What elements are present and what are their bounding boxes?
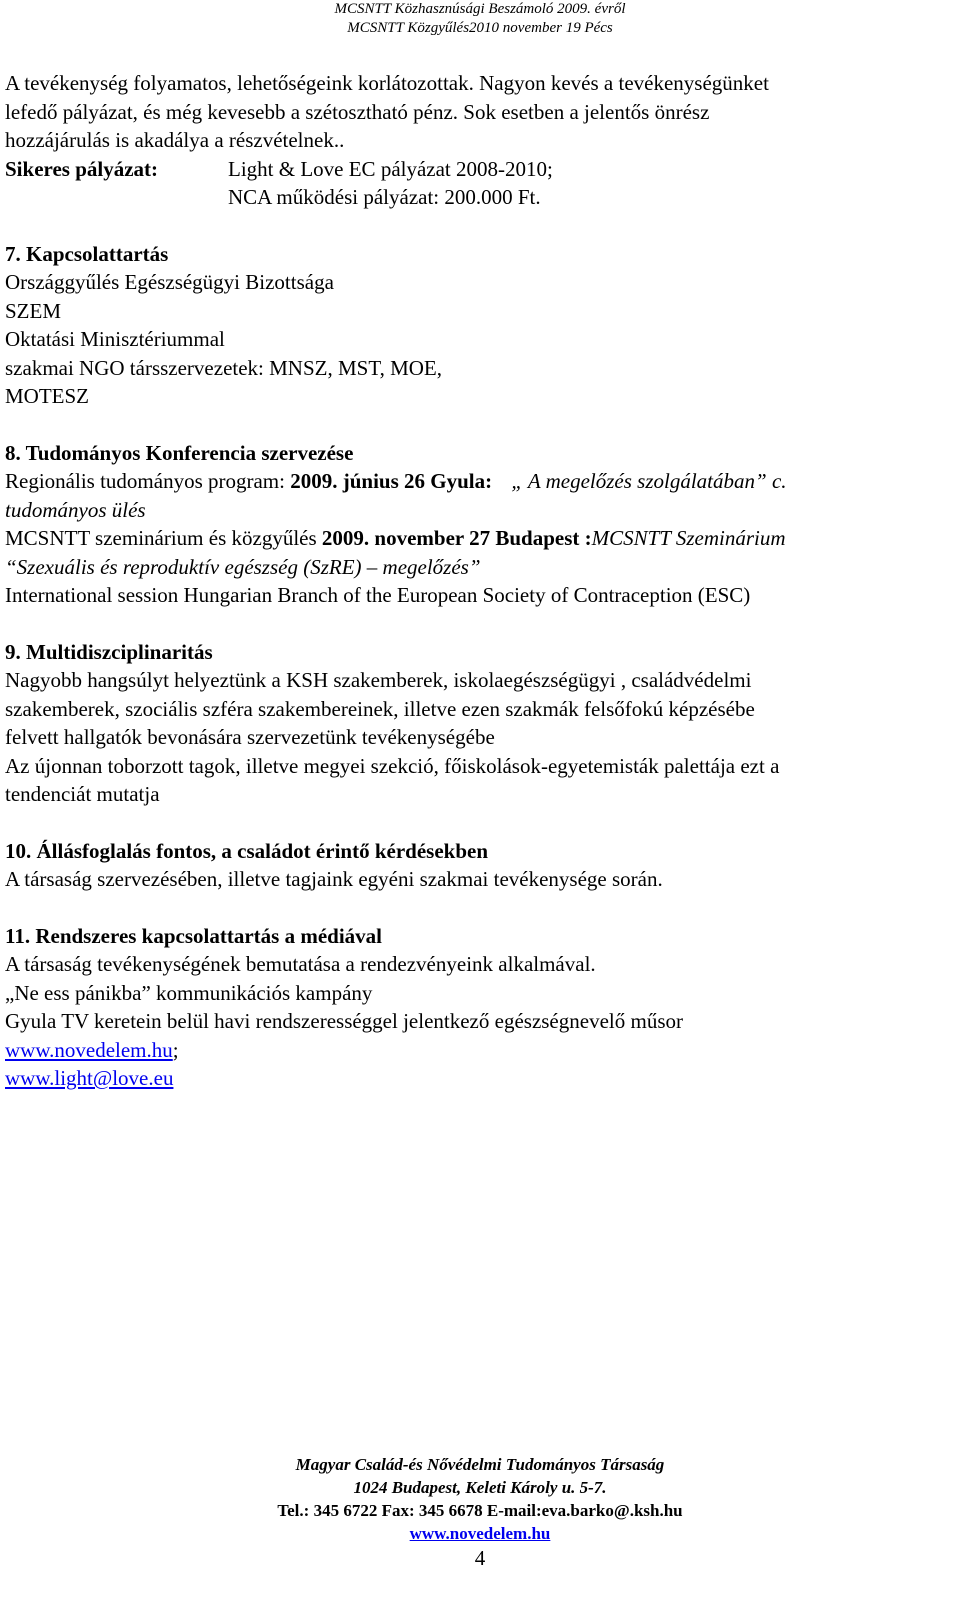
regional-program-date: 2009. június 26 Gyula: — [290, 469, 493, 493]
section-8-line-2: tudományos ülés — [5, 497, 146, 522]
section-11-line: Gyula TV keretein belül havi rendszerességgel jelentkező egészségnevelő műsor — [5, 1009, 683, 1033]
footer-address: 1024 Budapest, Keleti Károly u. 5-7. — [353, 1478, 607, 1497]
section-10-line: A társaság szervezésében, illetve tagjaink egyéni szakmai tevékenysége során. — [5, 867, 663, 891]
page-footer — [0, 1453, 960, 1571]
section-9-line: felvett hallgatók bevonására szervezetünk tevékenységébe — [5, 725, 495, 749]
document-body — [5, 69, 945, 1093]
section-7-item: SZEM — [5, 298, 62, 323]
header-line-2: MCSNTT Közgyűlés2010 november 19 Pécs — [347, 20, 613, 36]
footer-contact: Tel.: 345 6722 Fax: 345 6678 E-mail:eva.barko@.ksh.hu — [277, 1501, 683, 1520]
section-7-item: Oktatási Minisztériummal — [5, 327, 225, 351]
regional-program-label: Regionális tudományos program: — [5, 469, 291, 493]
section-10-title: 10. Állásfoglalás fontos, a családot érintő kérdésekben — [5, 838, 488, 863]
footer-org-name: Magyar Család-és Nővédelmi Tudományos Társaság — [295, 1455, 665, 1474]
section-9-line: tendenciát mutatja — [5, 782, 160, 806]
section-9-title: 9. Multidiszciplinaritás — [5, 639, 213, 664]
intro-line-2: lefedő pályázat, és még kevesebb a szétosztható pénz. Sok esetben a jelentős önrész — [5, 99, 710, 124]
success-line-1 — [5, 155, 945, 184]
page-number: 4 — [474, 1546, 486, 1570]
success-item-1: Light & Love EC pályázat 2008-2010; — [228, 156, 553, 181]
section-9-line: Az újonnan toborzott tagok, illetve megyei szekció, főiskolások-egyetemisták palettája ezt a — [5, 753, 780, 778]
link-separator: ; — [172, 1037, 179, 1062]
intro-line-1: A tevékenység folyamatos, lehetőségeink korlátozottak. Nagyon kevés a tevékenységünket — [5, 71, 769, 95]
section-11 — [5, 922, 945, 1093]
section-7-item: Országgyűlés Egészségügyi Bizottsága — [5, 270, 334, 294]
seminar-title: MCSNTT Szeminárium — [591, 526, 786, 550]
section-8 — [5, 439, 945, 610]
novedelem-link[interactable]: www.novedelem.hu — [5, 1037, 173, 1062]
success-item-2: NCA működési pályázat: 200.000 Ft. — [228, 185, 541, 209]
section-9-line: szakemberek, szociális szféra szakembereinek, illetve ezen szakmák felsőfokú képzésébe — [5, 696, 755, 721]
footer-web-link[interactable]: www.novedelem.hu — [409, 1524, 551, 1543]
section-8-line-4: “Szexuális és reproduktív egészség (SzRE) – megelőzés” — [5, 554, 481, 579]
section-11-line: „Ne ess pánikba” kommunikációs kampány — [5, 980, 373, 1005]
page-header — [0, 0, 960, 38]
seminar-label: MCSNTT szeminárium és közgyűlés — [5, 526, 322, 550]
section-9 — [5, 638, 945, 809]
section-10 — [5, 837, 945, 894]
header-line-1: MCSNTT Közhasznúsági Beszámoló 2009. évről — [334, 1, 626, 17]
link-line-2 — [5, 1064, 945, 1093]
section-7-item: MOTESZ — [5, 384, 89, 408]
section-8-line-5: International session Hungarian Branch of the European Society of Contraception (ESC) — [5, 583, 751, 607]
section-11-title: 11. Rendszeres kapcsolattartás a médiával — [5, 923, 383, 948]
section-9-line: Nagyobb hangsúlyt helyeztünk a KSH szakemberek, iskolaegészségügyi , családvédelmi — [5, 668, 752, 692]
section-8-line-3 — [5, 524, 945, 553]
intro-paragraph — [5, 69, 945, 212]
light-love-link[interactable]: www.light@love.eu — [5, 1066, 174, 1090]
success-label: Sikeres pályázat: — [5, 156, 159, 181]
seminar-date: 2009. november 27 Budapest : — [321, 526, 592, 550]
section-8-line-1 — [5, 467, 945, 496]
section-7-title: 7. Kapcsolattartás — [5, 241, 169, 266]
section-11-line: A társaság tevékenységének bemutatása a rendezvényeink alkalmával. — [5, 952, 596, 976]
section-7 — [5, 240, 945, 411]
link-line-1 — [5, 1036, 945, 1065]
regional-program-title: „ A megelőzés szolgálatában” c. — [511, 469, 787, 493]
intro-line-3: hozzájárulás is akadálya a részvételnek.. — [5, 128, 345, 152]
section-7-item: szakmai NGO társszervezetek: MNSZ, MST, MOE, — [5, 355, 443, 380]
section-8-title: 8. Tudományos Konferencia szervezése — [5, 440, 354, 465]
